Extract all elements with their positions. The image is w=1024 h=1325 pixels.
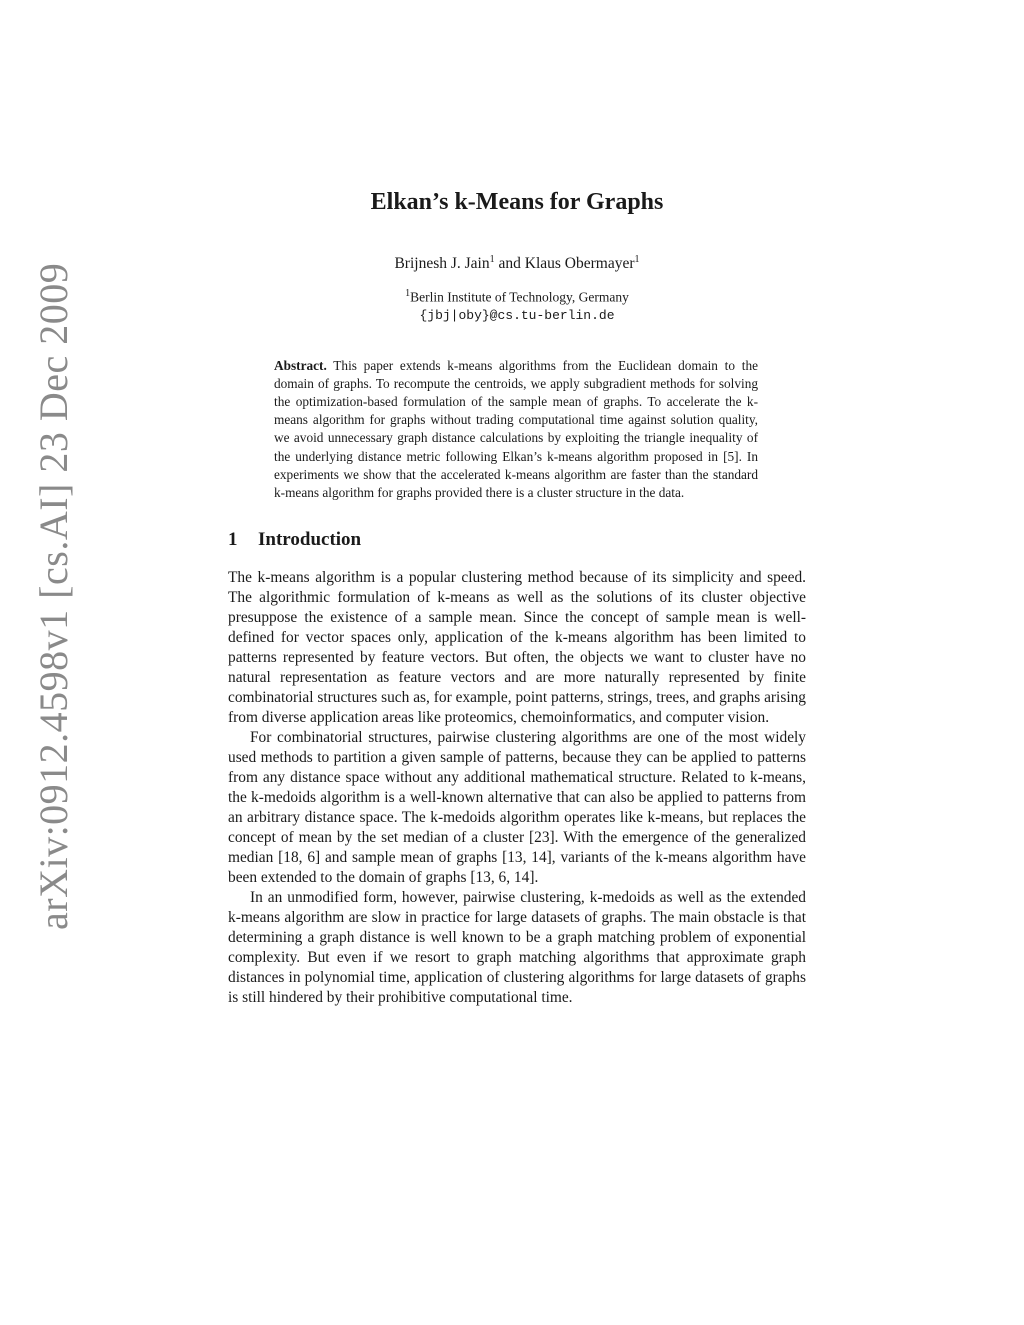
section-title: Introduction: [258, 529, 362, 551]
affiliation-marker: 1: [489, 254, 495, 265]
author-name: Klaus Obermayer: [524, 255, 635, 273]
affiliation-name: Berlin Institute of Technology, Germany: [410, 289, 629, 305]
paragraph: The k-means algorithm is a popular clustering method because of its simplicity and speed. The algorithmic formulation of k-means as well as the solutions of its cluster objective presuppose the existence of a sample mean. Since the concept of sample mean is well-defined for vector spaces only, application of the k-means algorithm has been limited to patterns represented by feature vectors. But often, the objects we want to cluster have no natural representation as feature vectors and are more naturally represented by finite combinatorial structures such as, for example, point patterns, strings, trees, and graphs arising from diverse application areas like proteomics, chemoinformatics, and computer vision.: [228, 569, 806, 727]
author-separator: and: [494, 255, 525, 273]
section-heading: [228, 528, 806, 552]
paper-page: [228, 186, 806, 1008]
section-body: [228, 568, 806, 1008]
paragraph: For combinatorial structures, pairwise clustering algorithms are one of the most widely used methods to partition a given sample of patterns, because they can be applied to patterns from any distance space without any additional mathematical structure. Related to k-means, the k-medoids algorithm is a well-known alternative that can also be applied to patterns from an arbitrary distance space. The k-medoids algorithm operates like k-means, but replaces the concept of mean by the set median of a cluster [23]. With the emergence of the generalized median [18, 6] and sample mean of graphs [13, 14], variants of the k-means algorithm have been extended to the domain of graphs [13, 6, 14].: [228, 729, 806, 887]
author-name: Brijnesh J. Jain: [394, 255, 490, 273]
affiliation: [228, 284, 806, 307]
author-line: [228, 250, 806, 274]
affiliation-marker: 1: [405, 288, 411, 300]
section-number: 1: [228, 529, 238, 551]
affiliation-marker: 1: [634, 254, 640, 265]
abstract-text: This paper extends k-means algorithms from the Euclidean domain to the domain of graphs. To recompute the centroids, we apply subgradient methods for solving the optimization-based formulation of the sample mean of graphs. To accelerate the k-means algorithm for graphs without trading computational time against solution quality, we avoid unnecessary graph distance calculations by exploiting the triangle inequality of the underlying distance metric following Elkan’s k-means algorithm proposed in [5]. In experiments we show that the accelerated k-means algorithm are faster than the standard k-means algorithm for graphs provided there is a cluster structure in the data.: [274, 357, 758, 501]
abstract: [274, 357, 758, 503]
author-email: {jbj|oby}@cs.tu-berlin.de: [419, 307, 615, 323]
arxiv-identifier: arXiv:0912.4598v1 [cs.AI] 23 Dec 2009: [31, 262, 76, 930]
abstract-label: Abstract.: [274, 357, 327, 373]
paragraph: In an unmodified form, however, pairwise clustering, k-medoids as well as the extended k-means algorithm are slow in practice for large datasets of graphs. The main obstacle is that determining a graph distance is well known to be a graph matching problem of exponential complexity. But even if we resort to graph matching algorithms that approximate graph distances in polynomial time, application of clustering algorithms for large datasets of graphs is still hindered by their prohibitive computational time.: [228, 889, 806, 1007]
paper-title: Elkan’s k-Means for Graphs: [370, 189, 664, 215]
